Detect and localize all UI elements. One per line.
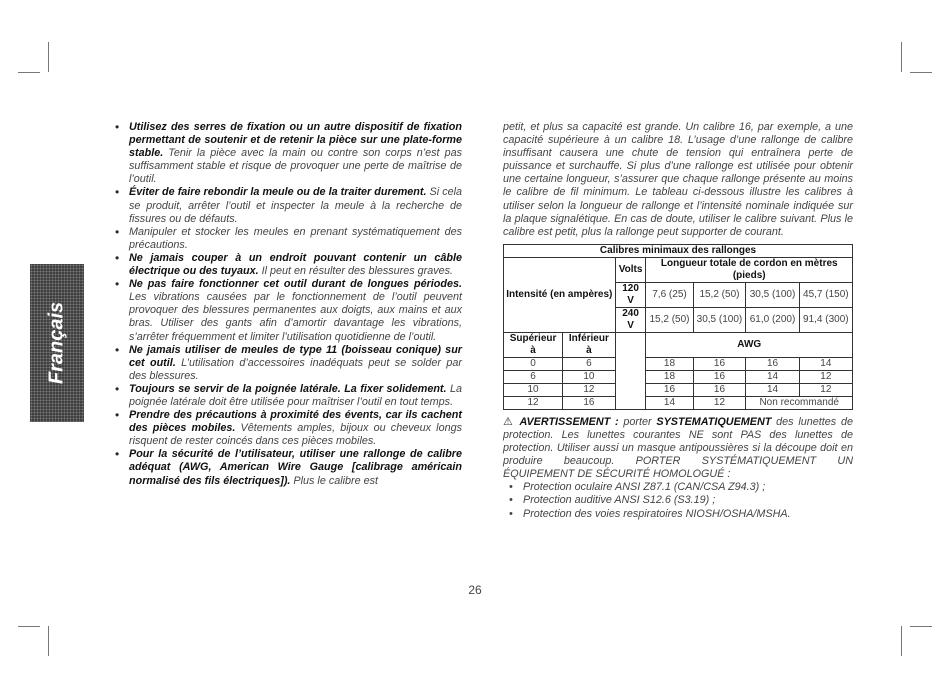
safety-bullet: • Ne pas faire fonctionner cet outil durant de longues périodes. Les vibrations causées par le fonctionnement de l’outil peuvent provoquer des blessures permanentes aux doigts, aux mains et aux bras. Utiliser des gants afin d’amortir davantage les vibrations, s’arrêter fréquemment et limiter l’utilisation quotidienne de l’outil.	[115, 277, 462, 343]
table-row: 240 V 15,2 (50) 30,5 (100) 61,0 (200) 91,4 (300)	[504, 307, 853, 332]
safety-bullet: • Pour la sécurité de l’utilisateur, utiliser une rallonge de calibre adéquat (AWG, American Wire Gauge [calibrage américain normalisé des fils électriques]). Plus le calibre est	[115, 447, 462, 487]
table-row: 120 V 7,6 (25) 15,2 (50) 30,5 (100) 45,7 (150)	[504, 282, 853, 307]
crop-mark	[48, 626, 49, 656]
safety-bullet: • Ne jamais utiliser de meules de type 11 (boisseau conique) sur cet outil. L’utilisation d’accessoires inadéquats peut se solder par des blessures.	[115, 342, 462, 382]
left-column	[115, 121, 462, 488]
right-column	[503, 121, 853, 521]
safety-bullet: • Utilisez des serres de fixation ou un autre dispositif de fixation permettant de soutenir et de retenir la pièce sur une plate-forme stable. Tenir la pièce avec la main ou contre son corps n’est pas suffisamment stable et risque de provoquer une perte de maîtrise de l’outil.	[115, 120, 462, 186]
table-title: Calibres minimaux des rallonges	[504, 244, 853, 257]
crop-mark	[910, 626, 932, 627]
safety-bullet: • Manipuler et stocker les meules en prenant systématiquement des précautions.	[115, 224, 462, 251]
crop-mark	[18, 72, 40, 73]
protection-item: • Protection des voies respiratoires NIOSH/OSHA/MSHA.	[509, 507, 791, 520]
protection-item: • Protection auditive ANSI S12.6 (S3.19) ;	[509, 494, 716, 507]
language-label: Français	[45, 301, 68, 385]
safety-bullet: • Éviter de faire rebondir la meule ou de la traiter durement. Si cela se produit, arrêter l’outil et inspecter la meule à la recherche de fissures ou de défauts.	[115, 185, 463, 225]
table-row: 12 16 14 12 Non recommandé	[504, 396, 853, 409]
page-number: 26	[468, 583, 482, 597]
language-side-tab	[30, 264, 84, 422]
inf-header: Inférieur à	[563, 332, 615, 357]
safety-bullet: • Prendre des précautions à proximité des évents, car ils cachent des pièces mobiles. Vêtements amples, bijoux ou cheveux longs risquent de rester coincés dans ces pièces mobiles.	[115, 408, 462, 448]
length-header: Longueur totale de cordon en mètres (pieds)	[646, 257, 853, 282]
table-row: 6 10 18 16 14 12	[504, 370, 853, 383]
table-row	[504, 332, 853, 357]
table-row: 10 12 16 16 14 12	[504, 383, 853, 396]
sup-header: Supérieur à	[504, 332, 563, 357]
protection-item: • Protection oculaire ANSI Z87.1 (CAN/CSA Z94.3) ;	[509, 481, 766, 494]
warning-label: AVERTISSEMENT :	[519, 415, 619, 428]
crop-mark	[18, 626, 40, 627]
safety-bullet: • Ne jamais couper à un endroit pouvant contenir un câble électrique ou des tuyaux. Il peut en résulter des blessures graves.	[115, 250, 462, 278]
crop-mark	[48, 42, 49, 72]
extension-cord-table	[503, 244, 853, 410]
extension-cord-paragraph: petit, et plus sa capacité est grande. Un calibre 16, par exemple, a une capacité supérieure à un calibre 18. L’usage d’une rallonge de calibre insuffisant causera une chute de tension qui entraînera perte de puissance et surchauffe. Si plus d’une rallonge est utilisée pour obtenir une certaine longueur, s’assurer que chaque rallonge présente au moins le calibre de fil minimum. Le tableau ci-dessous illustre les calibres à utiliser selon la longueur de rallonge et l’intensité nominale indiquée sur la plaque signalétique. En cas de doute, utiliser le calibre suivant. Plus le calibre est petit, plus la rallonge peut supporter de courant.	[503, 121, 853, 238]
table-row: 0 6 18 16 16 14	[504, 357, 853, 370]
crop-mark	[910, 72, 932, 73]
warning-block: ⚠ AVERTISSEMENT : porter SYSTEMATIQUEMENT des lunettes de protection. Les lunettes courantes NE sont PAS des lunettes de protection. Utiliser aussi un masque antipoussières si la découpe doit en produire beaucoup. PORTER SYSTÉMATIQUEMENT UN ÉQUIPEMENT DE SÉCURITÉ HOMOLOGUÉ :	[503, 415, 853, 481]
crop-mark	[901, 626, 902, 656]
safety-bullet: • Toujours se servir de la poignée latérale. La fixer solidement. La poignée latérale doit être utilisée pour maîtriser l’outil en tout temps.	[115, 381, 462, 408]
warning-triangle-icon: ⚠	[503, 415, 515, 428]
crop-mark	[901, 42, 902, 72]
awg-header: AWG	[646, 332, 853, 357]
intensity-header: Intensité (en ampères)	[504, 257, 616, 332]
volts-header: Volts	[615, 257, 646, 282]
